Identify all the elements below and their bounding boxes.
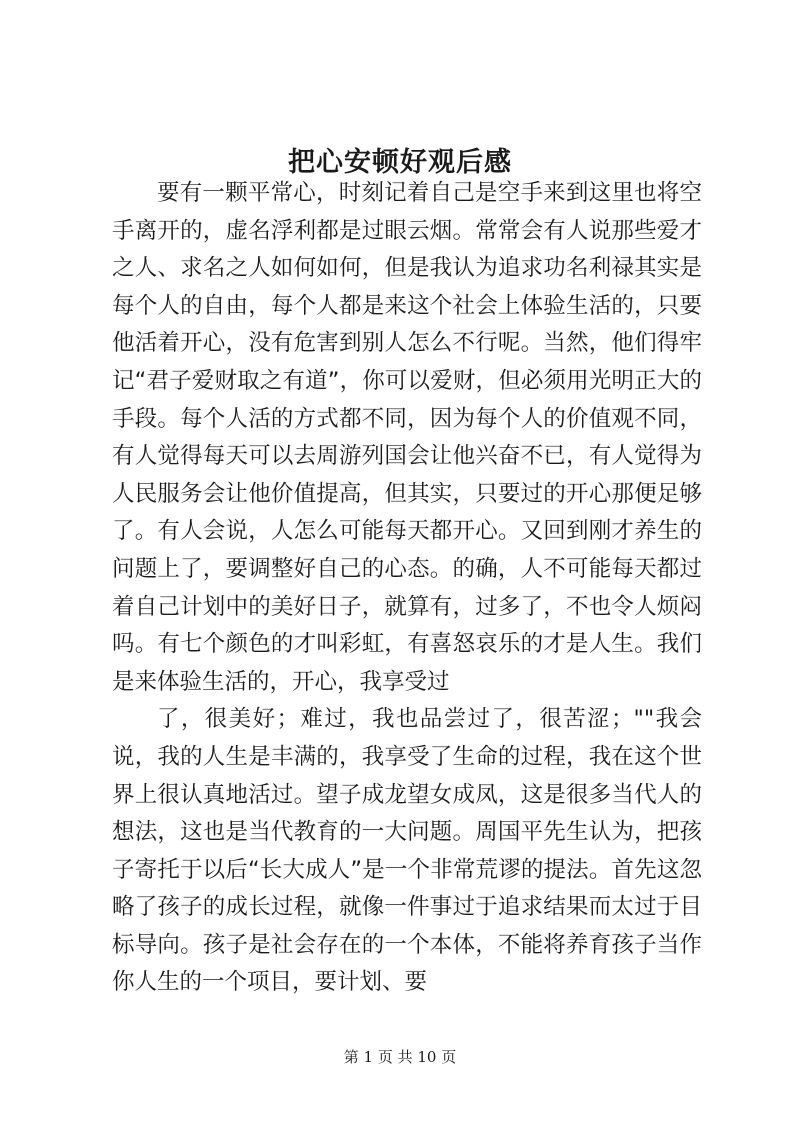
paragraph-1: 要有一颗平常心，时刻记着自己是空手来到这里也将空手离开的，虚名浮利都是过眼云烟。常常会有人说那些爱才之人、求名之人如何如何，但是我认为追求功名利禄其实是每个人的自由，每个人都是来这个社会上体验生活的，只要他活着开心，没有危害到别人怎么不行呢。当然，他们得牢记“君子爱财取之有道”，你可以爱财，但必须用光明正大的手段。每个人活的方式都不同，因为每个人的价值观不同，有人觉得每天可以去周游列国会让他兴奋不已，有人觉得为人民服务会让他价值提高，但其实，只要过的开心那便足够了。有人会说，人怎么可能每天都开心。又回到刚才养生的问题上了，要调整好自己的心态。的确，人不可能每天都过着自己计划中的美好日子，就算有，过多了，不也令人烦闷吗。有七个颜色的才叫彩虹，有喜怒哀乐的才是人生。我们是来体验生活的，开心，我享受过 <box>112 180 702 695</box>
page-number-footer: 第 1 页 共 10 页 <box>343 1048 457 1066</box>
paragraph-2: 了，很美好；难过，我也品尝过了，很苦涩；""我会说，我的人生是丰满的，我享受了生命的过程，我在这个世界上很认真地活过。望子成龙望女成凤，这是很多当代人的想法，这也是当代教育的一大问题。周国平先生认为，把孩子寄托于以后“长大成人”是一个非常荒谬的提法。首先这忽略了孩子的成长过程，就像一件事过于追求结果而太过于目标导向。孩子是社会存在的一个本体，不能将养育孩子当作你人生的一个项目，要计划、要 <box>112 706 702 996</box>
document-body <box>112 175 702 1002</box>
document-title: 把心安顿好观后感 <box>288 147 512 178</box>
